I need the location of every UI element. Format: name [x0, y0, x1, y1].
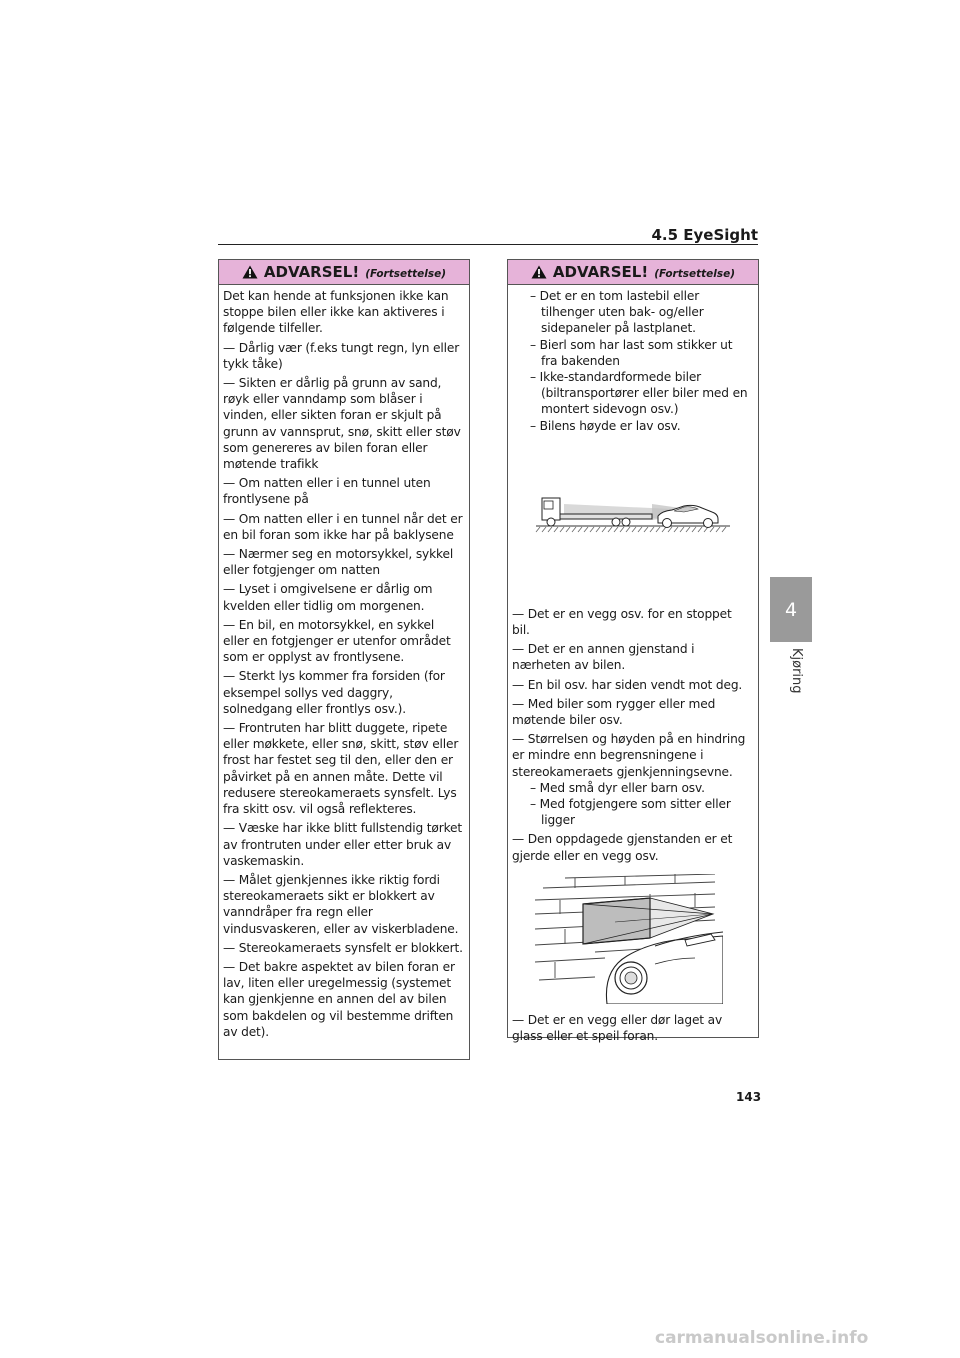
- warning-title: ADVARSEL!: [552, 263, 649, 281]
- sub-list-item: – Med fotgjengere som sitter eller ligger: [530, 797, 731, 828]
- warning-header: [508, 260, 758, 285]
- section-header: [218, 224, 758, 245]
- list-item: — Om natten eller i en tunnel uten frontlysene på: [223, 476, 431, 507]
- warning-body: [508, 285, 758, 1044]
- sub-list-item: – Med små dyr eller barn osv.: [530, 780, 705, 795]
- list-item: — Størrelsen og høyden på en hindring er mindre enn begrensningene i stereokameraets gjenkjenningsevne.: [512, 732, 746, 779]
- warning-subtitle: (Fortsettelse): [365, 267, 447, 280]
- page-number: 143: [736, 1090, 762, 1104]
- warning-triangle-icon: [242, 265, 258, 279]
- sub-list-item: – Bierl som har last som stikker ut fra bakenden: [530, 337, 733, 368]
- list-item: — Lyset i omgivelsene er dårlig om kvelden eller tidlig om morgenen.: [223, 582, 433, 613]
- chapter-tab: [770, 577, 812, 642]
- chapter-number: 4: [784, 598, 798, 621]
- list-item: — Det er en annen gjenstand i nærheten av bilen.: [512, 642, 695, 673]
- list-item: — Det er en vegg eller dør laget av glass eller et speil foran.: [512, 1012, 723, 1044]
- warning-subtitle: (Fortsettelse): [654, 267, 736, 280]
- warning-header: [219, 260, 469, 285]
- sub-list-item: – Ikke-standardformede biler (biltransportører eller biler med en montert sidevogn osv.): [530, 370, 748, 417]
- warning-title: ADVARSEL!: [263, 263, 360, 281]
- list-item: — En bil osv. har siden vendt mot deg.: [512, 677, 743, 692]
- list-item: — Dårlig vær (f.eks tungt regn, lyn eller tykk tåke): [223, 340, 460, 371]
- list-item: — Sterkt lys kommer fra forsiden (for eksempel sollys ved daggry, solnedgang eller frontlys osv.).: [223, 669, 445, 716]
- list-item: — Det bakre aspektet av bilen foran er lav, liten eller uregelmessig (systemet kan gjenkjenne en annen del av bilen som bakdelen og vil bestemme driften av det).: [223, 959, 455, 1039]
- list-item: — Sikten er dårlig på grunn av sand, røyk eller vanndamp som blåser i vinden, eller sikten foran er skjult på grunn av vannsprut, snø, skitt eller støv som genereres av bilen foran eller møtende trafikk: [223, 376, 461, 472]
- list-item: — Målet gjenkjennes ikke riktig fordi stereokameraets sikt er blokkert av vanndråper fra regn eller vindusvaskeren, eller av viskerbladene.: [223, 872, 459, 936]
- list-item: — Det er en vegg osv. for en stoppet bil.: [512, 606, 732, 638]
- sub-list-item: – Bilens høyde er lav osv.: [530, 418, 681, 433]
- chapter-label: Kjøring: [789, 648, 804, 694]
- section-title: 4.5 EyeSight: [651, 226, 758, 244]
- sub-list-item: – Det er en tom lastebil eller tilhenger uten bak- og/eller sidepaneler på lastplanet.: [530, 289, 704, 336]
- warning-body: [219, 285, 469, 1040]
- paragraph: Det kan hende at funksjonen ikke kan stoppe bilen eller ikke kan aktiveres i følgende tilfeller.: [223, 289, 449, 336]
- truck-illustration: [534, 474, 734, 546]
- list-item: — Med biler som rygger eller med møtende biler osv.: [512, 696, 716, 728]
- warning-box-left: [218, 259, 470, 1060]
- list-item: — Frontruten har blitt duggete, ripete eller møkkete, eller snø, skitt, støv eller frost har festet seg til den, eller den er påvirket på en annen måte. Dette vil redusere stereokameraets synsfelt. Lys fra skitt osv. vil også reflekteres.: [223, 721, 459, 817]
- watermark-text: carmanualsonline.info: [655, 1328, 869, 1348]
- list-item: — En bil, en motorsykkel, en sykkel eller en fotgjenger er utenfor området som er opplyst av frontlysene.: [223, 617, 451, 665]
- list-item: — Om natten eller i en tunnel når det er en bil foran som ikke har på baklysene: [223, 511, 463, 542]
- list-item: — Stereokameraets synsfelt er blokkert.: [223, 940, 463, 955]
- list-item: — Væske har ikke blitt fullstendig tørket av frontruten under eller etter bruk av vaskemaskin.: [223, 821, 463, 868]
- wall-illustration: [535, 874, 723, 1004]
- warning-box-right: [507, 259, 759, 1044]
- warning-triangle-icon: [531, 265, 547, 279]
- list-item: — Nærmer seg en motorsykkel, sykkel eller fotgjenger om natten: [223, 547, 454, 578]
- list-item: — Den oppdagede gjenstanden er et gjerde eller en vegg osv.: [512, 832, 733, 863]
